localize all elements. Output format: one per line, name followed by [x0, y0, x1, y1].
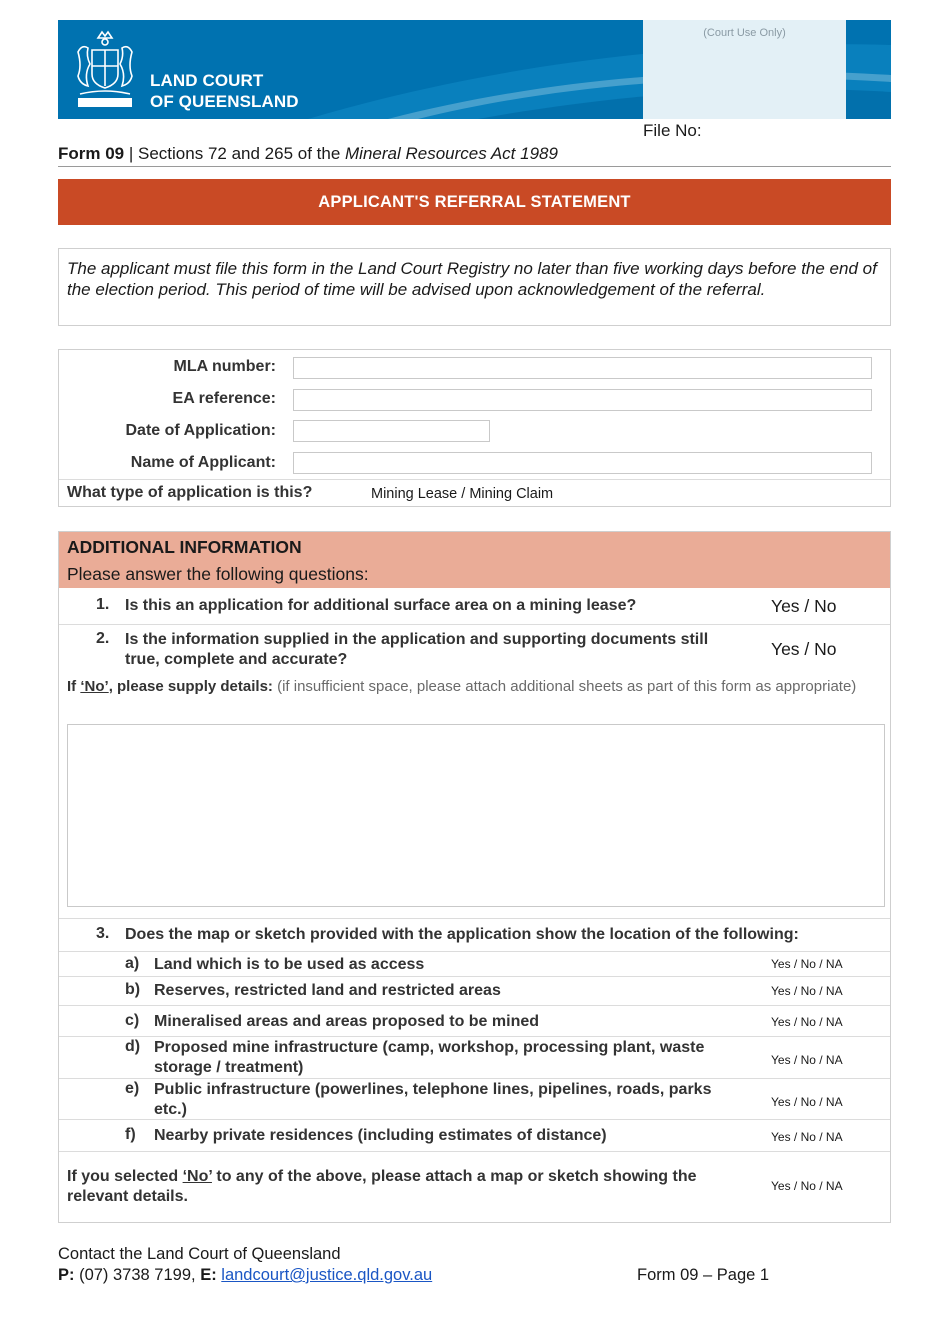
ea-reference-label: EA reference:	[172, 390, 276, 407]
court-use-only-box	[643, 20, 846, 119]
item-f-text: Nearby private residences (including estimates of distance)	[154, 1127, 607, 1144]
item-divider	[59, 1151, 890, 1152]
final-no: ‘No’	[182, 1168, 212, 1185]
question-2-number: 2.	[96, 630, 110, 647]
footer-email-link[interactable]: landcourt@justice.qld.gov.au	[221, 1266, 433, 1284]
footer-phone: (07) 3738 7199,	[74, 1266, 201, 1284]
item-divider	[59, 1036, 890, 1037]
mla-number-label: MLA number:	[173, 358, 276, 375]
mla-number-input[interactable]	[293, 357, 872, 379]
missing-map-instruction	[67, 1167, 747, 1207]
question-1-text: Is this an application for additional surface area on a mining lease?	[125, 597, 637, 614]
item-d-letter: d)	[125, 1038, 141, 1055]
question-2-answer[interactable]: Yes / No	[771, 639, 837, 659]
additional-information-subtitle: Please answer the following questions:	[67, 564, 369, 584]
item-b-answer[interactable]: Yes / No / NA	[771, 984, 843, 998]
supply-prefix: If	[67, 678, 81, 695]
additional-information-section	[58, 531, 891, 1223]
supply-note: (if insufficient space, please attach additional sheets as part of this form as appropriate)	[272, 678, 857, 695]
question-2-text: Is the information supplied in the application and supporting documents still true, complete and accurate?	[125, 631, 709, 668]
file-no-label: File No:	[643, 121, 702, 140]
footer-email-label: E:	[200, 1266, 217, 1284]
court-name-line1: LAND COURT	[150, 71, 264, 90]
form-separator: |	[124, 144, 139, 163]
item-d-text: Proposed mine infrastructure (camp, workshop, processing plant, waste storage / treatment)	[154, 1039, 705, 1076]
additional-information-title: ADDITIONAL INFORMATION	[67, 537, 302, 557]
court-name	[150, 70, 299, 112]
date-of-application-label: Date of Application:	[125, 422, 276, 439]
item-c-text: Mineralised areas and areas proposed to be mined	[154, 1013, 540, 1030]
name-of-applicant-label: Name of Applicant:	[130, 454, 276, 471]
application-type-question: What type of application is this?	[67, 484, 313, 501]
supply-details-instruction	[67, 677, 867, 696]
item-f-letter: f)	[125, 1126, 136, 1143]
header-divider	[58, 166, 891, 167]
final-answer[interactable]: Yes / No / NA	[771, 1179, 843, 1193]
final-prefix: If you selected	[67, 1168, 183, 1185]
filing-notice: The applicant must file this form in the Land Court Registry no later than five working days before the end of the election period. This period of time will be advised upon acknowledgement of the referral.	[58, 248, 891, 326]
item-divider	[59, 1005, 890, 1006]
applicant-details-section	[58, 349, 891, 507]
form-reference	[58, 144, 558, 164]
question-divider	[59, 624, 890, 625]
page-number: Form 09 – Page 1	[637, 1266, 770, 1284]
court-use-only-label: (Court Use Only)	[703, 27, 786, 39]
final-rest: to any of the above, please attach a map or sketch showing the relevant details.	[67, 1168, 697, 1205]
header-banner	[58, 20, 891, 119]
details-divider	[59, 479, 890, 480]
additional-information-header	[59, 532, 890, 588]
court-name-line2: OF QUEENSLAND	[150, 92, 299, 111]
form-number: Form 09	[58, 144, 125, 163]
form-act-name: Mineral Resources Act 1989	[345, 144, 558, 163]
item-divider	[59, 976, 890, 977]
question-1-number: 1.	[96, 596, 110, 613]
question-3-number: 3.	[96, 925, 110, 942]
name-of-applicant-input[interactable]	[293, 452, 872, 474]
item-e-text: Public infrastructure (powerlines, telephone lines, pipelines, roads, parks etc.)	[154, 1081, 712, 1118]
question-divider	[59, 951, 890, 952]
item-a-letter: a)	[125, 955, 140, 972]
section-divider	[59, 918, 890, 919]
item-c-letter: c)	[125, 1012, 140, 1029]
item-a-text: Land which is to be used as access	[154, 956, 425, 973]
date-of-application-input[interactable]	[293, 420, 490, 442]
question-3-text: Does the map or sketch provided with the application show the location of the following:	[125, 926, 799, 943]
item-c-answer[interactable]: Yes / No / NA	[771, 1015, 843, 1029]
queensland-crest-icon	[70, 28, 140, 112]
item-b-text: Reserves, restricted land and restricted areas	[154, 982, 501, 999]
item-divider	[59, 1119, 890, 1120]
item-e-letter: e)	[125, 1080, 140, 1097]
ea-reference-input[interactable]	[293, 389, 872, 411]
item-e-answer[interactable]: Yes / No / NA	[771, 1095, 843, 1109]
item-a-answer[interactable]: Yes / No / NA	[771, 957, 843, 971]
item-d-answer[interactable]: Yes / No / NA	[771, 1053, 843, 1067]
question-1-answer[interactable]: Yes / No	[771, 596, 837, 616]
supply-no: ‘No’	[80, 678, 109, 695]
item-f-answer[interactable]: Yes / No / NA	[771, 1130, 843, 1144]
supply-bold-rest: , please supply details:	[108, 678, 273, 695]
form-title: APPLICANT'S REFERRAL STATEMENT	[58, 179, 891, 225]
item-divider	[59, 1078, 890, 1079]
form-sections: Sections 72 and 265 of the	[138, 144, 346, 163]
application-type-options[interactable]: Mining Lease / Mining Claim	[371, 486, 554, 502]
footer-phone-label: P:	[58, 1266, 75, 1284]
footer-contact-details	[58, 1266, 432, 1285]
footer-contact-line: Contact the Land Court of Queensland	[58, 1245, 341, 1263]
item-b-letter: b)	[125, 981, 141, 998]
supply-details-textarea[interactable]	[67, 724, 885, 907]
